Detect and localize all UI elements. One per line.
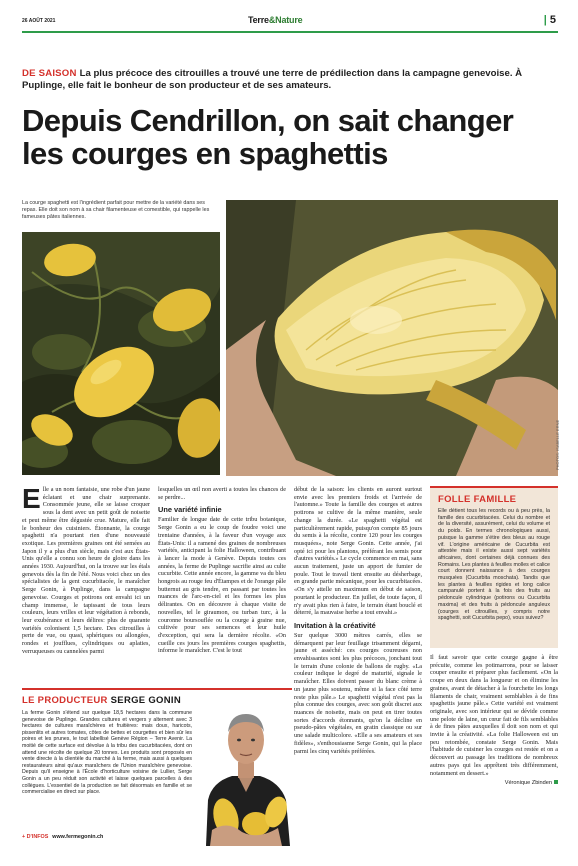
producer-more-info	[22, 834, 103, 840]
author-name: Véronique Zbinden	[504, 780, 552, 787]
article-column-1	[22, 483, 150, 655]
article-column-3	[294, 486, 422, 755]
dropcap: E	[22, 483, 41, 514]
issue-date: 26 AOÛT 2021	[22, 18, 56, 24]
author-signature	[430, 780, 558, 788]
page-header	[0, 12, 578, 32]
col4-text: Il faut savoir que cette courge gagne à être précuite, comme les potimarrons, pour se laisser couper ensuite et préparer plus facilement. «On la coupe en deux dans la longueur et on élimine les graines, avant de détacher à la fourchette les longs filaments de chair, vraiment semblables à de fins spaghettis jaune pâle.» Cette variété est vraiment originale, avec son intérieur qui se dévide comme une pelote de laine, un cœur fait de fils semblables à de fines pâtes auxquelles il doit son nom et qui invite à la créativité. «La folie Halloween est un peu retombée, constate Serge Gonin. Mais l'habitude de cuisiner les courges est restée et on a découvert au passage les traditions de nombreux autres pays qui les apprêtent très différemment, notamment en dessert.»	[430, 654, 558, 777]
producer-portrait	[198, 700, 294, 846]
publication-logo	[248, 15, 302, 25]
col3-text-a: début de la saison: les clients en auront surtout envie avec les premiers froids et l'arrivée de l'automne.» Toute la famille des courges et autres potirons se cultive de la même manière, seule change la durée. «Le spaghetti végétal est particulièrement rapide, puisqu'on compte 85 jours du semis à la récolte, contre 120 pour les courges musquées», note Serge Gonin. Cette année, j'ai opté ici pour les plantons, préférant les semis pour d'autres variétés.» Le cycle commence en mai, sans aucun traitement, juste un apport de fumier de poule. Tout le travail tient ensuite au désherbage, en grande partie mécanique, pour les cucurbitacées. «On s'y attelle un maximum en début de saison, pourtant le producteur. En juillet, de toute façon, il n'y avait plus rien à faire, le terrain étant bouclé et déterré, la mauvaise herbe a tout envahi.»	[294, 486, 422, 617]
sidebar-folle-famille	[430, 486, 558, 648]
article-title: Depuis Cendrillon, on sait changer les courges en spaghettis	[22, 103, 514, 171]
col1-text: lle a un nom fantaisie, une robe d'un jaune éclatant et une chair surprenante. Consommée jeune, elle se laisse croquer sous la dent avec un petit goût de noisette et peut même être dégustée crue. Mature, elle fait le bonheur des cuisiniers. Étonnante, la courge spaghetti n'a pourtant rien d'une nouveauté exotique. Les premières graines ont été semées au Japon il y a plus d'un siècle, mais c'est aux États-Unis qu'elle a connu son heure de gloire dans les années 1930. Aujourd'hui, on la trouve sur les étals genevois dès la fin de l'été. Nous voici chez un des spécialistes de la gent cucurbitacée, le maraîcher Serge Gonin, à Puplinge, dans la campagne genevoise. Courges et potirons ont envahi ici un champ immense, le tapissant de tous leurs couleurs, leurs vrilles et leur végétation à rebonds, leur exubérance et leurs délires: plus de quarante variétés colonisent 1,5 hectare. Des citrouilles à perte de vue, ou quasi, sphériques ou allongées, rondes et joufflues, cylindriques ou aplaties, verruqueuses ou cannelées parmi	[22, 486, 150, 655]
article-column-4	[430, 654, 558, 788]
spaghetti-squash-illustration	[226, 200, 558, 476]
end-mark-icon	[554, 780, 558, 784]
article-column-2	[158, 486, 286, 655]
squash-field-illustration	[22, 232, 220, 475]
producer-portrait-illustration	[198, 700, 294, 846]
article-kicker: DE SAISON	[22, 68, 77, 79]
col3-text-b: Sur quelque 3000 mètres carrés, elles se démarquent par leur feuillage trisamment dégarni, jaune et asséché: ces courges coureuses non envahissantes sont les plus précoces, jonchant tout le terrain d'une colonie de ballons de rugby. «La couleur indique le degré de maturité, signale le maraîcher. Elles doivent passer du blanc crème à un jaune plus soutenu, même si la face côté terre reste plus pâle.» Le spaghetti végétal n'est pas la plus connue des courges, avec son goût discret aux nuances de noisette, mais on peut en tirer toutes sortes d'accords étonnants, qu'on la décline en pseudo-pâtes végétales, en gratin classique ou sur une salade multicolore. «Elle a ses amateurs et ses fidèles», s'enthousiasme Serge Gonin, qui la place parmi les cinq variétés préférées.	[294, 631, 422, 755]
page-separator: |	[543, 14, 547, 26]
subhead-variety: Une variété infinie	[158, 505, 222, 515]
photo-caption: La courge spaghetti est l'ingrédient parfait pour mettre de la variété dans ses repas. Elle doit son nom à sa chair filamenteuse et comestible, qui rappelle les fameuses pâtes italiennes.	[22, 200, 210, 220]
header-rule	[22, 31, 558, 33]
sidebar-title: FOLLE FAMILLE	[438, 494, 517, 505]
squash-field-photo	[22, 232, 220, 475]
page-number-value: 5	[549, 14, 556, 26]
producer-body: La ferme Gonin s'étend sur quelque 18,5 hectares dans la commune genevoise de Puplinge. Grandes cultures et vergers y alternent avec 3 hectares de cultures maraîchères et fruitières: mais doux, haricots, pissenlits et autres tomates, côtes de bettes et courgettes et bien sûr les poires et les prunes, le tout labellisé Genève Région – Terre Avenir. La moitié de cette surface est dévolue à la tribu des cucurbitacées, dont on attend une récolte de quelque 20 tonnes. Les produits sont proposés en vente directe à la clientèle du marché à la ferme, mais aussi à quelques restaurateurs ainsi qu'aux maraîchers de l'Union maraîchère genevoise. Depuis qu'il enseigne à l'École d'horticulture voisine de Lullier, Serge Gonin a un peu réduit son activité et laisse quelques parcelles à des collègues. L'essentiel de la production se fait désormais en famille et se commercialise en direct sur place.	[22, 710, 192, 796]
open-squash-photo	[226, 200, 558, 476]
lead-text: La plus précoce des citrouilles a trouvé une terre de prédilection dans la campagne genevoise. À Puplinge, elle fait le bonheur de son producteur et de ses amateurs.	[22, 68, 523, 91]
producer-name: SERGE GONIN	[110, 695, 182, 706]
col2-text-b: Familier de longue date de cette tribu botanique, Serge Gonin a eu le coup de foudre voici une trentaine d'années, à la faveur d'un voyage aux États-Unis: il a ramené des graines de nombreuses variétés, anticipant la folie Halloween, contribuant à lancer la mode à Genève. Depuis toutes ces années, la ferme de Puplinge sacrifie ainsi au culte cucurbite. Cette année encore, la gamme va du bleu hongrois au rouge feu d'Étampes et de l'orange pâle butternut au gris tendre, en passant par toutes les nuances de l'arc-en-ciel et les formes les plus délirantes. On en découvre à chaque visite de nouvelles, tel le giraumon, ou turban turc, à la couronne boursouflée ou la courge à graine nue, cultivée pour ses semences et leur huile d'exception, qui sera la dernière récolte. «On cueille ces jours les premières courges spaghettis, informe le maraîcher. C'est le tout	[158, 516, 286, 655]
farm-website-link[interactable]: www.fermegonin.ch	[52, 834, 104, 840]
col2-text-a: lesquelles un œil non averti a toutes les chances de se perdre...	[158, 486, 286, 501]
more-info-label: + D'INFOS	[22, 834, 49, 840]
producer-label: LE PRODUCTEUR	[22, 695, 108, 706]
subhead-creativity: Invitation à la créativité	[294, 620, 376, 630]
photo-credit: PHOTOS: ISABELLE ERNE	[555, 419, 560, 470]
page-number	[544, 14, 556, 26]
logo-terre: Terre	[248, 15, 269, 25]
producer-box	[22, 688, 292, 846]
sidebar-body: Elle détient tous les records ou à peu près, la famille des cucurbitacées. Celui du nombre et de la diversité, assurément, celui du volume et du poids. En termes chronologiques aussi, puisque la gamme s'étire des bleus au rouge vif. L'origine américaine de Cucurbita est attestée mais il existe aussi sept variétés africaines, dont certaines déjà connues des Romains. Les plantes à feuilles molles et calice court donnent naissance à des courges musquées (Cucurbita moschata). Tandis que les plantes à feuilles rigides et long calice campanulé portent à la fois des fruits au pédoncule cylindrique (potirons ou Cucurbita maxima) et des fruits à pédoncule anguleux (courges et citrouilles, y compris notre spaghetti, soit Cucurbita pepo), vous suivez?	[438, 508, 550, 622]
logo-nature: &Nature	[268, 15, 303, 25]
article-lead	[22, 68, 552, 92]
